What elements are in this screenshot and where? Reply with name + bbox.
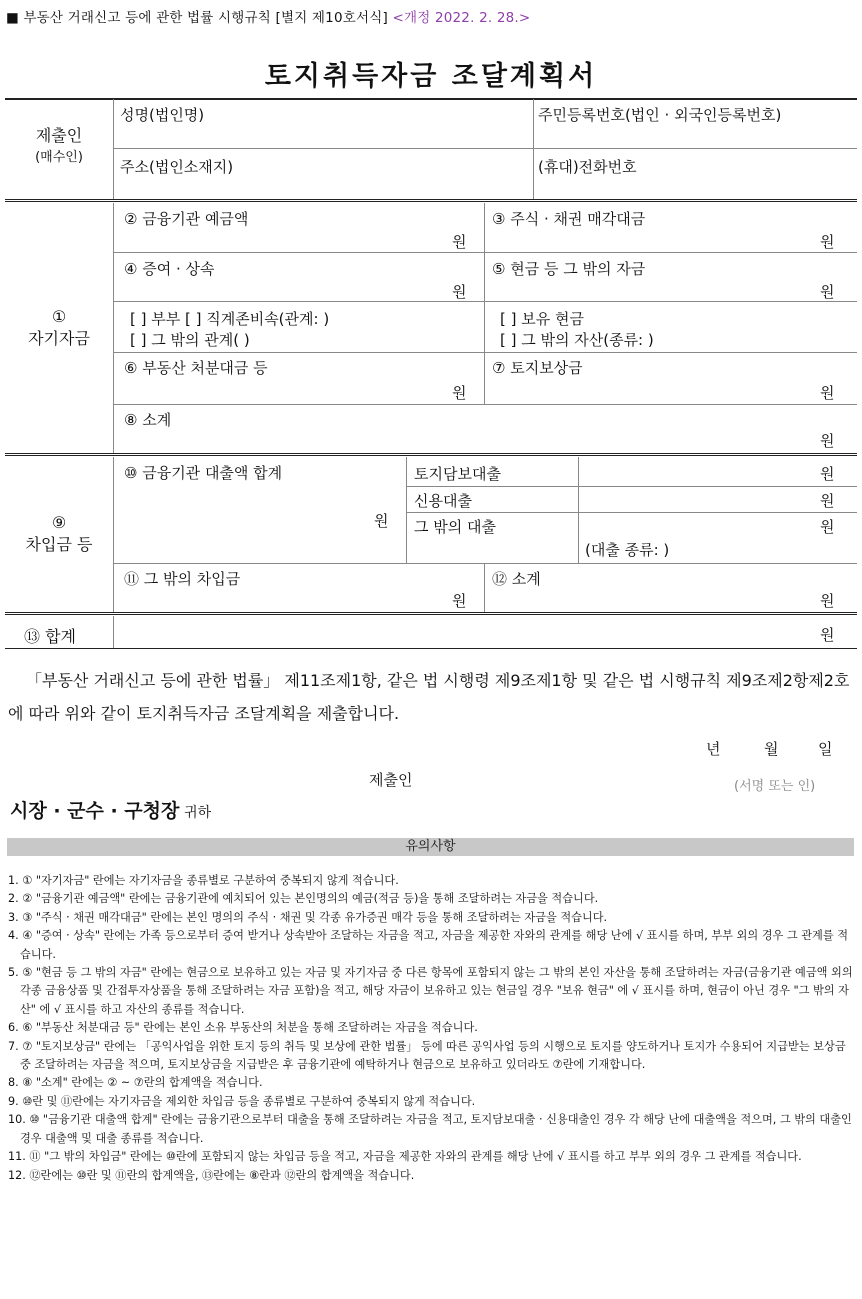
list-item: 5. ⑤ "현금 등 그 밖의 자금" 란에는 현금으로 보유하고 있는 자금 및 자기자금 중 다른 항목에 포함되지 않는 그 밖의 본인 자산을 통해 조달하려는 자금(금융기관 예금액 외의 각종 금융상품 및 간접투자상품을 통해 조달하려는 자금 포함)을 적고, 해당 자금이 보유하고 있는 현금일 경우 "보유 현금" 에 √ 표시를 하며, 현금이 아닌 경우 "그 밖의 자산" 에 √ 표시를 하고 자산의 종류를 적습니다. — [8, 966, 853, 1016]
borrowed-subtotal-label[interactable]: ⑫ 소계 — [492, 570, 541, 588]
date-day[interactable]: 일 — [818, 740, 833, 758]
won-unit: 원 — [374, 512, 389, 530]
credit-loan-label: 신용대출 — [414, 492, 472, 510]
won-unit: 원 — [452, 283, 467, 301]
won-unit: 원 — [820, 465, 835, 483]
rule — [5, 453, 857, 456]
notes-list — [8, 872, 854, 1185]
won-unit: 원 — [820, 283, 835, 301]
list-item: 1. ① "자기자금" 란에는 자기자금을 종류별로 구분하여 중복되지 않게 적습니다. — [8, 874, 399, 887]
list-item: 7. ⑦ "토지보상금" 란에는 「공익사업을 위한 토지 등의 취득 및 보상에 관한 법률」 등에 따른 공익사업 등의 시행으로 토지를 양도하거나 토지가 수용되어 지급받는 보상금 중 조달하려는 자금을 적으며, 토지보상금을 지급받은 후 금융기관에 예탁하거나 현금으로 보유하고 있더라도 ⑦란에 기재합니다. — [8, 1039, 846, 1072]
won-unit: 원 — [452, 233, 467, 251]
won-unit: 원 — [820, 384, 835, 402]
list-item: 11. ⑪ "그 밖의 차입금" 란에는 ⑩란에 포함되지 않는 차입금 등을 적고, 자금을 제공한 자와의 관계를 해당 난에 √ 표시를 하고 부부 외의 경우 그 관계를 적습니다. — [8, 1150, 802, 1164]
rule — [5, 612, 857, 615]
name-field-label[interactable]: 성명(법인명) — [120, 106, 205, 124]
list-item: 9. ⑩란 및 ⑪란에는 자기자금을 제외한 차입금 등을 종류별로 구분하여 중복되지 않게 적습니다. — [8, 1094, 476, 1108]
stocks-field-label[interactable]: ③ 주식 · 채권 매각대금 — [492, 210, 646, 228]
recipient-suffix: 귀하 — [184, 805, 212, 821]
rule — [113, 99, 114, 199]
phone-field-label[interactable]: (휴대)전화번호 — [538, 158, 637, 176]
submission-statement — [8, 664, 850, 730]
rule — [407, 486, 857, 487]
id-number-field-label[interactable]: 주민등록번호(법인 · 외국인등록번호) — [538, 106, 782, 124]
rule — [484, 563, 485, 612]
address-field-label[interactable]: 주소(법인소재지) — [120, 158, 234, 176]
notes-heading: 유의사항 — [7, 838, 854, 856]
won-unit: 원 — [820, 233, 835, 251]
won-unit: 원 — [820, 592, 835, 610]
list-item: 4. ④ "증여 · 상속" 란에는 가족 등으로부터 증여 받거나 상속받아 조달하는 자금을 적고, 자금을 제공한 자와의 관계를 해당 난에 √ 표시를 하며, 부부 외의 경우 그 관계를 적습니다. — [8, 929, 849, 961]
own-funds-label: 자기자금 — [28, 329, 90, 348]
rule — [113, 457, 114, 612]
rule — [578, 457, 579, 563]
submitter-sublabel: (매수인) — [35, 150, 83, 165]
date-year[interactable]: 년 — [706, 740, 721, 758]
realestate-field-label[interactable]: ⑥ 부동산 처분대금 등 — [124, 359, 268, 377]
land-compensation-field-label[interactable]: ⑦ 토지보상금 — [492, 359, 583, 377]
recipient-title: 시장 · 군수 · 구청장 — [10, 800, 180, 822]
rule — [114, 301, 857, 302]
own-funds-section-label — [5, 306, 113, 350]
land-secured-loan-label: 토지담보대출 — [414, 465, 501, 483]
rule — [114, 563, 857, 564]
other-relation-checkbox[interactable]: [ ] 그 밖의 관계( ) — [130, 331, 250, 349]
borrowed-number: ⑨ — [51, 513, 67, 532]
other-borrowing-field-label[interactable]: ⑪ 그 밖의 차입금 — [124, 570, 241, 588]
form-header — [6, 6, 530, 26]
borrowed-section-label — [5, 512, 113, 556]
recipient — [10, 796, 211, 823]
deposit-field-label[interactable]: ② 금융기관 예금액 — [124, 210, 249, 228]
date-month[interactable]: 월 — [764, 740, 779, 758]
list-item: 8. ⑧ "소계" 란에는 ② ~ ⑦란의 합계액을 적습니다. — [8, 1076, 263, 1090]
won-unit: 원 — [820, 518, 835, 536]
spouse-lineal-checkbox[interactable]: [ ] 부부 [ ] 직계존비속(관계: ) — [130, 310, 330, 328]
loan-total-field-label[interactable]: ⑩ 금융기관 대출액 합계 — [124, 464, 283, 482]
rule — [406, 457, 407, 563]
other-loan-label: 그 밖의 대출 — [414, 518, 496, 536]
won-unit: 원 — [452, 592, 467, 610]
rule — [114, 404, 857, 405]
cash-holding-checkbox[interactable]: [ ] 보유 현금 — [500, 310, 584, 328]
own-funds-subtotal-label[interactable]: ⑧ 소계 — [124, 411, 172, 429]
borrowed-label: 차입금 등 — [25, 535, 93, 554]
cash-field-label[interactable]: ⑤ 현금 등 그 밖의 자금 — [492, 260, 646, 278]
rule — [114, 352, 857, 353]
list-item: 12. ⑫란에는 ⑩란 및 ⑪란의 합계액을, ⑬란에는 ⑧란과 ⑫란의 합계액을 적습니다. — [8, 1168, 415, 1182]
form-title: 토지취득자금 조달계획서 — [264, 61, 598, 92]
signer-label: 제출인 — [369, 771, 413, 789]
rule — [114, 148, 857, 149]
won-unit: 원 — [820, 626, 835, 644]
won-unit: 원 — [820, 492, 835, 510]
won-unit: 원 — [452, 384, 467, 402]
list-item: 6. ⑥ "부동산 처분대금 등" 란에는 본인 소유 부동산의 처분을 통해 조달하려는 자금을 적습니다. — [8, 1021, 478, 1035]
list-item: 3. ③ "주식 · 채권 매각대금" 란에는 본인 명의의 주식 · 채권 및 각종 유가증권 매각 등을 통해 조달하려는 자금을 적습니다. — [8, 910, 608, 924]
rule — [5, 199, 857, 202]
rule — [533, 99, 534, 199]
signature-field[interactable]: (서명 또는 인) — [734, 779, 816, 794]
rule — [407, 512, 857, 513]
gift-field-label[interactable]: ④ 증여 · 상속 — [124, 260, 215, 278]
submitter-section-label — [5, 125, 113, 169]
submitter-label: 제출인 — [35, 126, 83, 145]
loan-type-field[interactable]: (대출 종류: ) — [585, 541, 670, 559]
own-funds-number: ① — [51, 307, 67, 326]
law-reference: ■ 부동산 거래신고 등에 관한 법률 시행규칙 [별지 제10호서식] — [6, 10, 388, 26]
rule — [484, 203, 485, 404]
grand-total-field[interactable] — [114, 617, 814, 647]
rule — [114, 252, 857, 253]
rule — [5, 648, 857, 649]
statement-text: 「부동산 거래신고 등에 관한 법률」 제11조제1항, 같은 법 시행령 제9조제1항 및 같은 법 시행규칙 제9조제2항제2호에 따라 위와 같이 토지취득자금 조달계획을 제출합니다. — [8, 671, 850, 723]
list-item: 2. ② "금융기관 예금액" 란에는 금융기관에 예치되어 있는 본인명의의 예금(적금 등)을 통해 조달하려는 자금을 적습니다. — [8, 892, 599, 906]
grand-total-label: ⑬ 합계 — [24, 627, 76, 646]
amendment-date: <개정 2022. 2. 28.> — [392, 10, 531, 26]
won-unit: 원 — [820, 432, 835, 450]
rule — [113, 203, 114, 453]
other-asset-checkbox[interactable]: [ ] 그 밖의 자산(종류: ) — [500, 331, 654, 349]
rule — [5, 98, 857, 100]
list-item: 10. ⑩ "금융기관 대출액 합계" 란에는 금융기관으로부터 대출을 통해 조달하려는 자금을 적고, 토지담보대출 · 신용대출인 경우 각 해당 난에 대출액을 적으며, 그 밖의 대출인 경우 대출액 및 대출 종류를 적습니다. — [8, 1113, 852, 1145]
